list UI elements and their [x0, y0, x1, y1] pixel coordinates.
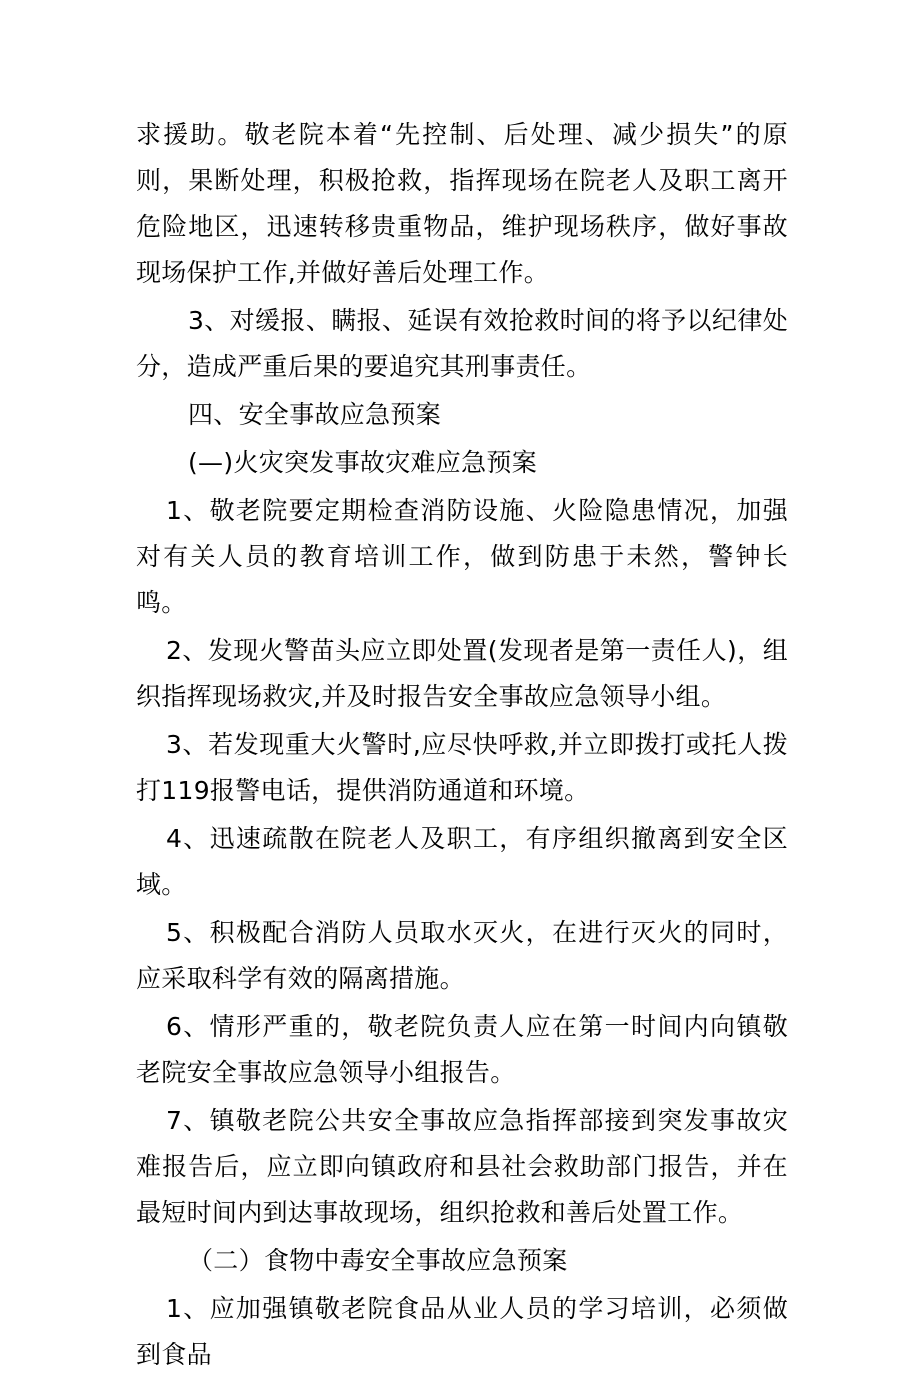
fire-item-7: 7、镇敬老院公共安全事故应急指挥部接到突发事故灾难报告后，应立即向镇政府和县社会救助部门报告，并在最短时间内到达事故现场，组织抢救和善后处置工作。 — [136, 1106, 788, 1227]
fire-item-4: 4、迅速疏散在院老人及职工，有序组织撤离到安全区域。 — [136, 824, 788, 899]
fire-item-1: 1、敬老院要定期检查消防设施、火险隐患情况，加强对有关人员的教育培训工作，做到防患于未然，警钟长鸣。 — [136, 496, 788, 617]
subsection-heading-fire: (—)火灾突发事故灾难应急预案 — [188, 448, 538, 477]
food-item-1: 1、应加强镇敬老院食品从业人员的学习培训，必须做到食品 — [136, 1294, 788, 1369]
subsection-heading-food-poisoning: （二）食物中毒安全事故应急预案 — [188, 1246, 568, 1275]
paragraph-continuation: 求援助。敬老院本着“先控制、后处理、减少损失”的原则，果断处理，积极抢救，指挥现场在院老人及职工离开危险地区，迅速转移贵重物品，维护现场秩序，做好事故现场保护工作,并做好善后处理工作。 — [136, 120, 788, 287]
section-heading-4: 四、安全事故应急预案 — [188, 400, 442, 429]
fire-item-6: 6、情形严重的，敬老院负责人应在第一时间内向镇敬老院安全事故应急领导小组报告。 — [136, 1012, 788, 1087]
paragraph-item-3-discipline: 3、对缓报、瞒报、延误有效抢救时间的将予以纪律处分，造成严重后果的要追究其刑事责任。 — [136, 306, 788, 381]
fire-item-3: 3、若发现重大火警时,应尽快呼救,并立即拨打或托人拨打119报警电话，提供消防通道和环境。 — [136, 730, 788, 805]
fire-item-5: 5、积极配合消防人员取水灭火，在进行灭火的同时，应采取科学有效的隔离措施。 — [136, 918, 788, 993]
fire-item-2: 2、发现火警苗头应立即处置(发现者是第一责任人)，组织指挥现场救灾,并及时报告安全事故应急领导小组。 — [136, 636, 788, 711]
document-body — [136, 112, 788, 1380]
